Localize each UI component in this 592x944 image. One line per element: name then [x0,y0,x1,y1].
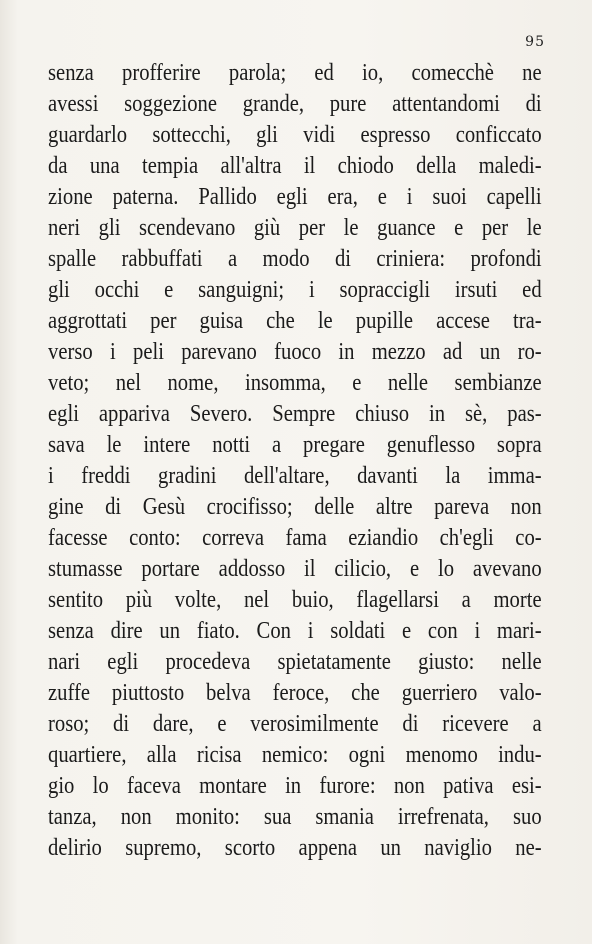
text-line: egli appariva Severo. Sempre chiuso in sè, pas- [48,401,542,427]
text-line: veto; nel nome, insomma, e nelle sembianze [48,370,542,396]
text-line: senza dire un fiato. Con i soldati e con i mari- [48,618,542,644]
text-line: nari egli procedeva spietatamente giusto: nelle [48,649,542,675]
text-line: zione paterna. Pallido egli era, e i suoi capelli [48,184,542,210]
text-line: spalle rabbuffati a modo di criniera: profondi [48,246,542,272]
text-line: zuffe piuttosto belva feroce, che guerriero valo- [48,680,542,706]
text-line: verso i peli parevano fuoco in mezzo ad un ro- [48,339,542,365]
text-line: gine di Gesù crocifisso; delle altre pareva non [48,494,542,520]
text-line: guardarlo sottecchi, gli vidi espresso conficcato [48,122,542,148]
text-line: gli occhi e sanguigni; i sopraccigli irsuti ed [48,277,542,303]
text-line: neri gli scendevano giù per le guance e per le [48,215,542,241]
body-text [48,58,542,864]
text-line: roso; di dare, e verosimilmente di ricevere a [48,711,542,737]
text-line: i freddi gradini dell'altare, davanti la imma- [48,463,542,489]
text-line: sentito più volte, nel buio, flagellarsi a morte [48,587,542,613]
text-line: delirio supremo, scorto appena un naviglio ne- [48,835,542,861]
text-line: aggrottati per guisa che le pupille accese tra- [48,308,542,334]
text-line: sava le intere notti a pregare genuflesso sopra [48,432,542,458]
text-line: quartiere, alla ricisa nemico: ogni menomo indu- [48,742,542,768]
page-number: 95 [525,34,545,50]
text-line: avessi soggezione grande, pure attentandomi di [48,91,542,117]
text-line: gio lo faceva montare in furore: non pativa esi- [48,773,542,799]
text-line: tanza, non monito: sua smania irrefrenata, suo [48,804,542,830]
text-line: da una tempia all'altra il chiodo della maledi- [48,153,542,179]
text-line: stumasse portare addosso il cilicio, e lo avevano [48,556,542,582]
text-line: senza profferire parola; ed io, comecchè ne [48,60,542,86]
text-line: facesse conto: correva fama eziandio ch'egli co- [48,525,542,551]
